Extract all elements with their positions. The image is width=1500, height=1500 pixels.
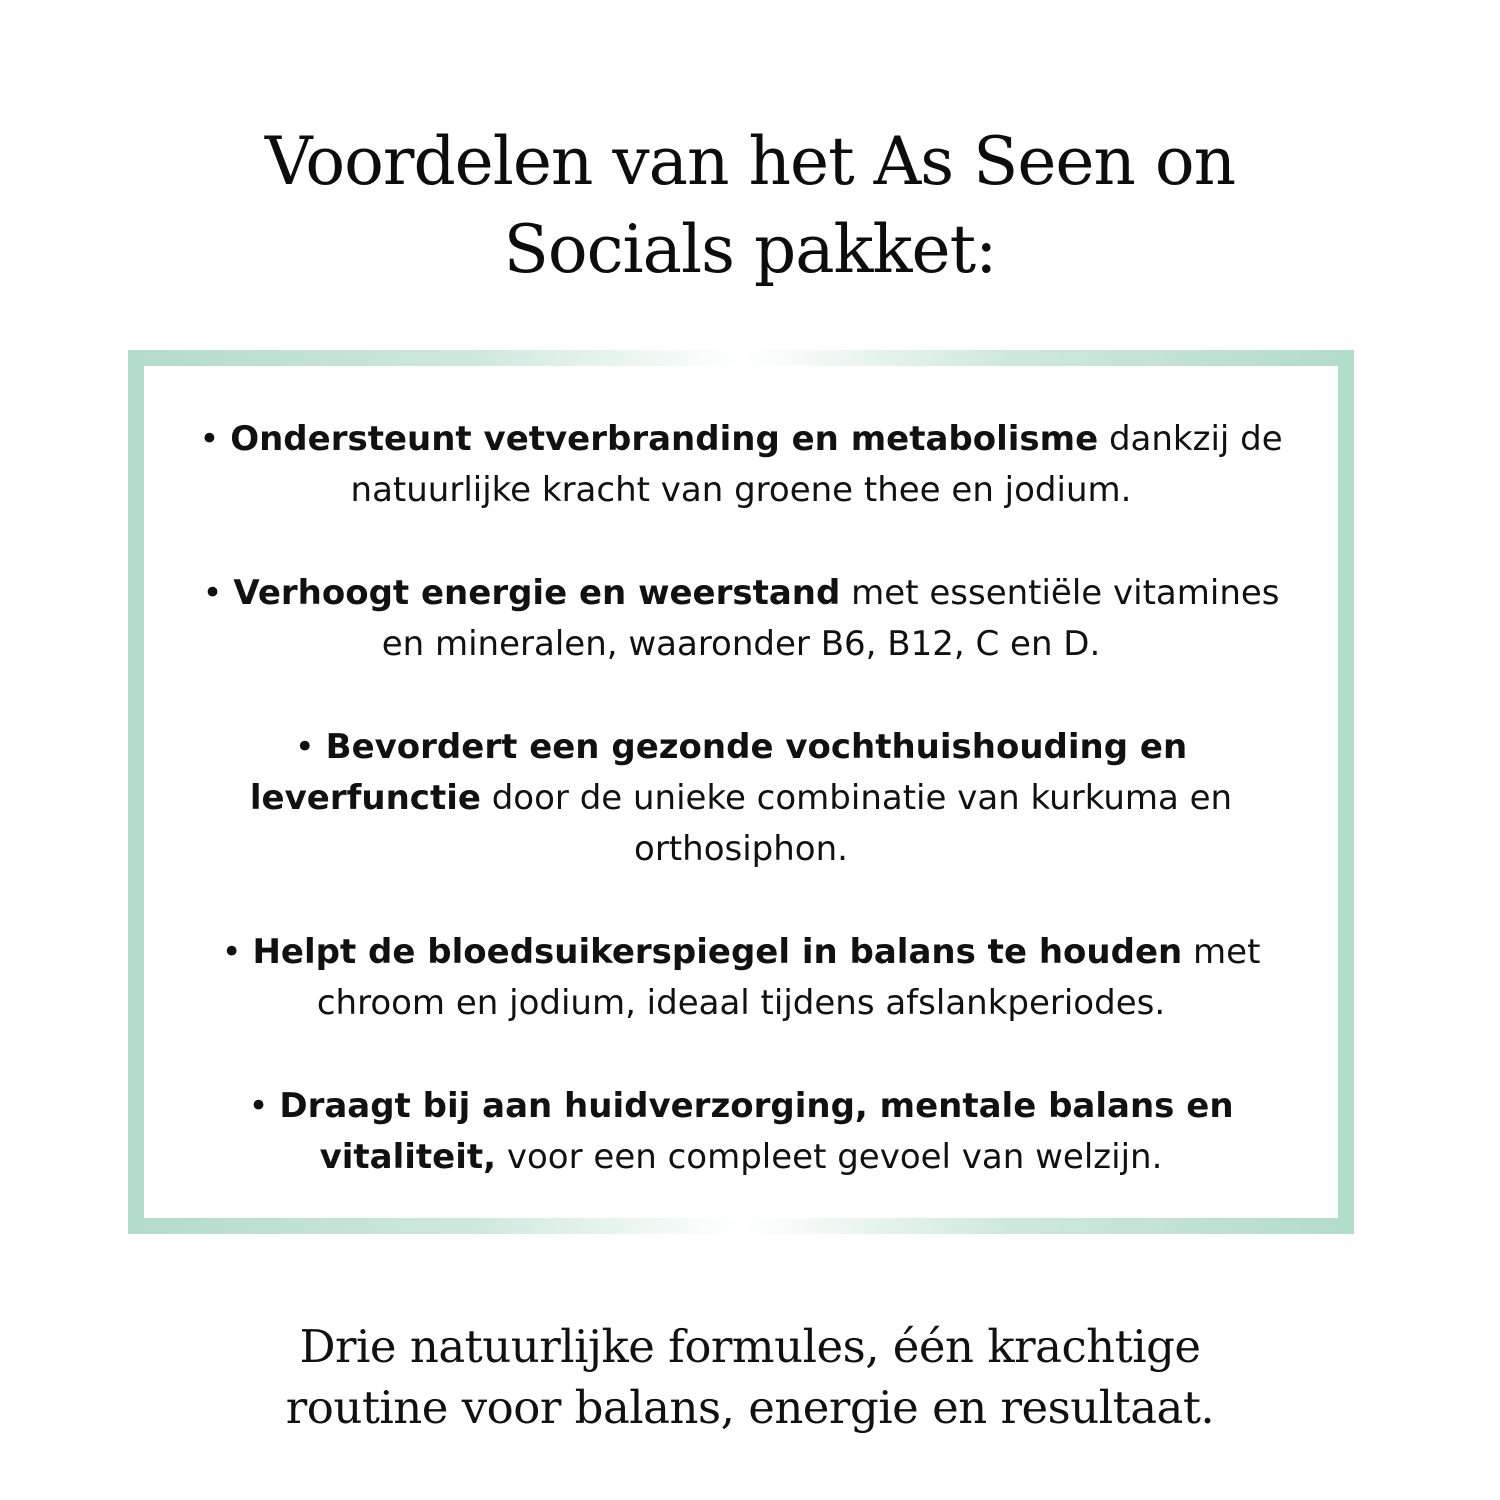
benefit-highlight: Bevordert een gezonde vochthuishouding en leverfunctie (249, 727, 1188, 818)
closing-tagline (150, 1316, 1350, 1438)
page-title (150, 118, 1350, 294)
benefit-item-fluid-balance (184, 722, 1298, 875)
benefit-description: met chroom en jodium, ideaal tijdens afslankperiodes. (316, 932, 1261, 1023)
benefit-highlight: Helpt de bloedsuikerspiegel in balans te houden (252, 932, 1183, 972)
bullet: • (199, 419, 231, 459)
bullet: • (202, 573, 234, 613)
benefits-list (184, 414, 1298, 1183)
benefit-item-skin-care (184, 1081, 1298, 1183)
benefit-description: met essentiële vitamines en mineralen, waaronder B6, B12, C en D. (381, 573, 1280, 664)
page-title-line-1: Voordelen van het As Seen on (264, 123, 1236, 200)
tagline-line-1: Drie natuurlijke formules, één krachtige (299, 1320, 1201, 1373)
benefit-description: dankzij de natuurlijke kracht van groene thee en jodium. (350, 419, 1283, 510)
benefit-item-blood-sugar (184, 927, 1298, 1029)
benefit-description: door de unieke combinatie van kurkuma en orthosiphon. (480, 778, 1233, 869)
bullet: • (221, 932, 253, 972)
benefit-highlight: Draagt bij aan huidverzorging, mentale balans en vitaliteit, (279, 1086, 1234, 1177)
benefits-frame (128, 350, 1354, 1234)
bullet: • (294, 727, 326, 767)
benefit-item-energy (184, 568, 1298, 670)
benefit-highlight: Ondersteunt vetverbranding en metabolisme (230, 419, 1099, 459)
benefit-description: voor een compleet gevoel van welzijn. (496, 1137, 1163, 1177)
benefits-panel (144, 366, 1338, 1218)
bullet: • (248, 1086, 280, 1126)
page-title-line-2: Socials pakket: (503, 211, 997, 288)
benefit-item-fat-burning (184, 414, 1298, 516)
tagline-line-2: routine voor balans, energie en resultaat. (285, 1381, 1215, 1434)
benefit-highlight: Verhoogt energie en weerstand (233, 573, 841, 613)
